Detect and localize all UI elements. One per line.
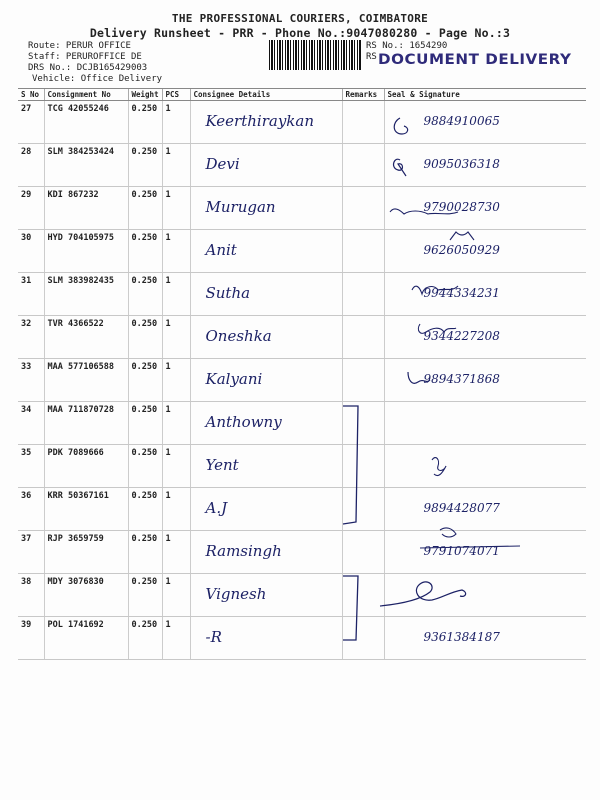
rs-number: RS No.: 1654290	[366, 41, 448, 51]
col-consignment: Consignment No	[44, 89, 128, 101]
barcode	[269, 40, 362, 70]
seal-signature: 9095036318	[423, 157, 500, 171]
consignment-number: MAA 711870728	[47, 405, 115, 415]
weight-value: 0.250	[131, 491, 158, 501]
pieces-count: 1	[165, 577, 171, 587]
pieces-count: 1	[165, 319, 171, 329]
table-row	[18, 488, 586, 531]
drs-label: DRS No.: DCJB165429003	[28, 63, 148, 73]
seal-signature: 9894428077	[423, 501, 500, 515]
pieces-count: 1	[165, 620, 171, 630]
row-sno: 27	[21, 104, 32, 114]
consignment-number: HYD 704105975	[47, 233, 115, 243]
seal-signature: 9791074071	[423, 544, 500, 558]
col-weight: Weight	[128, 89, 162, 101]
weight-value: 0.250	[131, 534, 158, 544]
pieces-count: 1	[165, 534, 171, 544]
pieces-count: 1	[165, 362, 171, 372]
vehicle-label: Vehicle: Office Delivery	[32, 74, 163, 84]
table-row	[18, 144, 586, 187]
consignee-name: Murugan	[205, 198, 276, 216]
seal-signature: 9884910065	[423, 114, 500, 128]
seal-signature: 9894371868	[423, 372, 500, 386]
table-row	[18, 445, 586, 488]
table-row	[18, 617, 586, 660]
table-row	[18, 101, 586, 144]
seal-signature: 9790028730	[423, 200, 500, 214]
row-sno: 32	[21, 319, 32, 329]
consignment-number: MDY 3076830	[47, 577, 104, 587]
pieces-count: 1	[165, 276, 171, 286]
staff-label: Staff: PERUROFFICE DE	[28, 52, 142, 62]
row-sno: 38	[21, 577, 32, 587]
col-pcs: PCS	[162, 89, 190, 101]
consignment-number: SLM 384253424	[47, 147, 115, 157]
table-row	[18, 187, 586, 230]
row-sno: 28	[21, 147, 32, 157]
row-sno: 36	[21, 491, 32, 501]
table-row	[18, 402, 586, 445]
consignment-number: POL 1741692	[47, 620, 104, 630]
row-sno: 30	[21, 233, 32, 243]
table-row	[18, 273, 586, 316]
weight-value: 0.250	[131, 233, 158, 243]
consignment-number: PDK 7089666	[47, 448, 104, 458]
weight-value: 0.250	[131, 104, 158, 114]
consignment-number: KDI 867232	[47, 190, 99, 200]
weight-value: 0.250	[131, 190, 158, 200]
consignee-name: Keerthiraykan	[205, 112, 314, 130]
col-sno: S No	[18, 89, 44, 101]
pieces-count: 1	[165, 104, 171, 114]
runsheet-subtitle: Delivery Runsheet - PRR - Phone No.:9047080280 - Page No.:3	[89, 26, 511, 40]
row-sno: 31	[21, 276, 32, 286]
pieces-count: 1	[165, 233, 171, 243]
weight-value: 0.250	[131, 405, 158, 415]
table-row	[18, 316, 586, 359]
row-sno: 29	[21, 190, 32, 200]
consignee-name: A.J	[205, 499, 228, 517]
consignment-number: TVR 4366522	[47, 319, 104, 329]
seal-signature: 9361384187	[423, 630, 500, 644]
weight-value: 0.250	[131, 448, 158, 458]
row-sno: 37	[21, 534, 32, 544]
row-sno: 35	[21, 448, 32, 458]
weight-value: 0.250	[131, 147, 158, 157]
row-sno: 33	[21, 362, 32, 372]
consignee-name: Yent	[205, 456, 239, 474]
pieces-count: 1	[165, 405, 171, 415]
seal-signature: 9626050929	[423, 243, 500, 257]
pieces-count: 1	[165, 147, 171, 157]
table-header-row	[18, 89, 586, 101]
consignee-name: Anit	[205, 241, 237, 259]
rs-number-prefix: RS	[366, 52, 377, 62]
consignee-name: Ramsingh	[205, 542, 282, 560]
weight-value: 0.250	[131, 362, 158, 372]
row-sno: 39	[21, 620, 32, 630]
weight-value: 0.250	[131, 620, 158, 630]
consignment-number: RJP 3659759	[47, 534, 104, 544]
weight-value: 0.250	[131, 577, 158, 587]
seal-signature: 9344227208	[423, 329, 500, 343]
consignee-name: -R	[205, 628, 222, 646]
col-consignee: Consignee Details	[190, 89, 342, 101]
consignment-number: TCG 42055246	[47, 104, 109, 114]
consignee-name: Sutha	[205, 284, 251, 302]
pieces-count: 1	[165, 190, 171, 200]
weight-value: 0.250	[131, 276, 158, 286]
company-title: THE PROFESSIONAL COURIERS, COIMBATORE	[171, 12, 429, 25]
weight-value: 0.250	[131, 319, 158, 329]
runsheet-table	[18, 88, 586, 660]
col-remarks: Remarks	[342, 89, 384, 101]
consignee-name: Vignesh	[205, 585, 267, 603]
table-row	[18, 359, 586, 402]
consignee-name: Anthowny	[205, 413, 282, 431]
pieces-count: 1	[165, 491, 171, 501]
route-label: Route: PERUR OFFICE	[28, 41, 131, 51]
col-seal-signature: Seal & Signature	[384, 89, 586, 101]
consignee-name: Devi	[205, 155, 240, 173]
consignment-number: SLM 383982435	[47, 276, 115, 286]
document-delivery-stamp: DOCUMENT DELIVERY	[378, 52, 572, 68]
pieces-count: 1	[165, 448, 171, 458]
table-row	[18, 531, 586, 574]
consignee-name: Oneshka	[205, 327, 272, 345]
table-row	[18, 574, 586, 617]
row-sno: 34	[21, 405, 32, 415]
consignment-number: MAA 577106588	[47, 362, 115, 372]
seal-signature: 9944334231	[423, 286, 500, 300]
consignee-name: Kalyani	[205, 370, 263, 388]
consignment-number: KRR 50367161	[47, 491, 109, 501]
table-row	[18, 230, 586, 273]
